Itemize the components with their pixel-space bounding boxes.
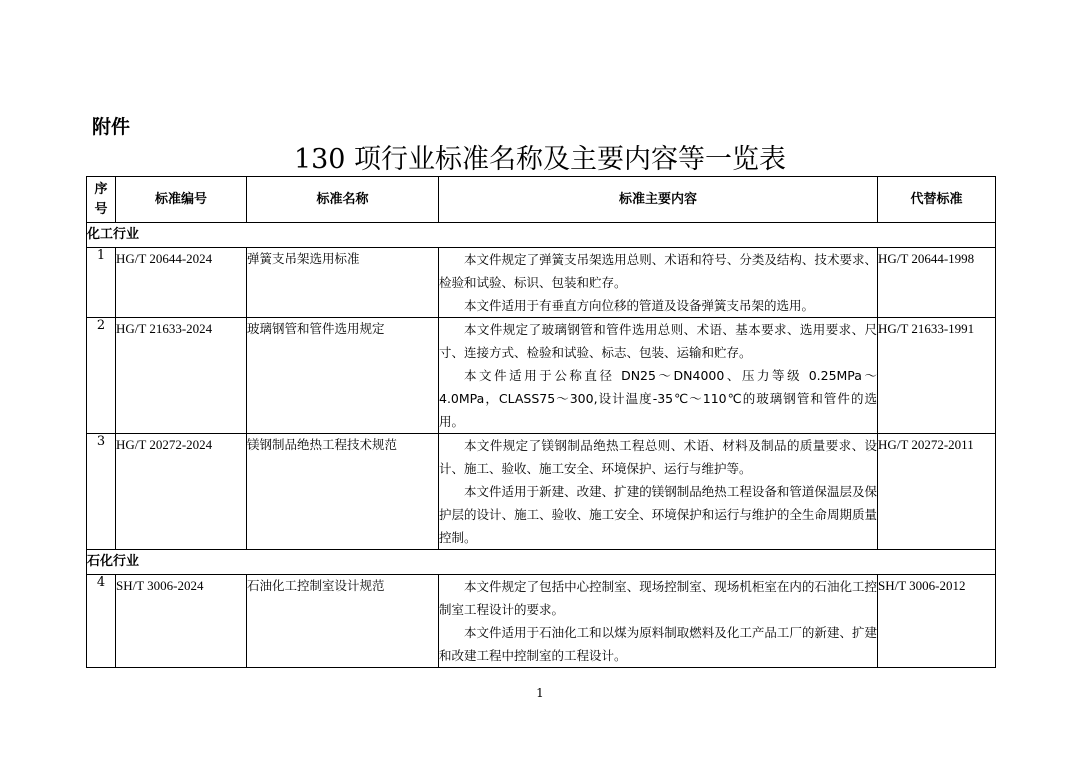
row-seq: 2	[87, 318, 116, 434]
row-seq: 1	[87, 248, 116, 318]
row-content	[439, 248, 878, 318]
header-content: 标准主要内容	[439, 177, 878, 223]
row-code: HG/T 20644-2024	[116, 248, 247, 318]
standards-table	[86, 176, 996, 668]
row-name: 弹簧支吊架选用标准	[247, 248, 439, 318]
category-label: 石化行业	[87, 550, 996, 575]
header-seq-line1: 序	[94, 181, 108, 197]
header-code: 标准编号	[116, 177, 247, 223]
row-name: 镁钢制品绝热工程技术规范	[247, 434, 439, 550]
content-paragraph: 本文件规定了弹簧支吊架选用总则、术语和符号、分类及结构、技术要求、检验和试验、标识、包装和贮存。	[439, 252, 877, 290]
table-row	[87, 434, 996, 550]
content-paragraph: 本文件适用于有垂直方向位移的管道及设备弹簧支吊架的选用。	[464, 298, 815, 313]
page-title: 130 项行业标准名称及主要内容等一览表	[293, 144, 787, 175]
category-row	[87, 223, 996, 248]
content-paragraph: 本文件规定了镁钢制品绝热工程总则、术语、材料及制品的质量要求、设计、施工、验收、施工安全、环境保护、运行与维护等。	[439, 438, 877, 476]
row-name: 玻璃钢管和管件选用规定	[247, 318, 439, 434]
row-name: 石油化工控制室设计规范	[247, 575, 439, 668]
table-row	[87, 318, 996, 434]
row-replaces: HG/T 20272-2011	[878, 434, 996, 550]
row-content	[439, 318, 878, 434]
content-paragraph: 本文件适用于石油化工和以煤为原料制取燃料及化工产品工厂的新建、扩建和改建工程中控制室的工程设计。	[439, 625, 877, 663]
header-seq-line2: 号	[94, 201, 108, 217]
header-replaces: 代替标准	[878, 177, 996, 223]
table-header-row	[87, 177, 996, 223]
row-replaces: HG/T 21633-1991	[878, 318, 996, 434]
content-paragraph: 本文件规定了包括中心控制室、现场控制室、现场机柜室在内的石油化工控制室工程设计的要求。	[439, 579, 877, 617]
row-code: SH/T 3006-2024	[116, 575, 247, 668]
row-code: HG/T 20272-2024	[116, 434, 247, 550]
category-row	[87, 550, 996, 575]
row-seq: 4	[87, 575, 116, 668]
content-paragraph: 本文件适用于新建、改建、扩建的镁钢制品绝热工程设备和管道保温层及保护层的设计、施工、验收、施工安全、环境保护和运行与维护的全生命周期质量控制。	[439, 484, 877, 545]
category-label: 化工行业	[87, 223, 996, 248]
page-number: 1	[536, 686, 544, 700]
row-replaces: HG/T 20644-1998	[878, 248, 996, 318]
content-paragraph: 本文件规定了玻璃钢管和管件选用总则、术语、基本要求、选用要求、尺寸、连接方式、检验和试验、标志、包装、运输和贮存。	[439, 322, 877, 360]
row-content	[439, 575, 878, 668]
row-replaces: SH/T 3006-2012	[878, 575, 996, 668]
header-name: 标准名称	[247, 177, 439, 223]
attachment-label: 附件	[92, 116, 131, 138]
table-row	[87, 575, 996, 668]
content-paragraph: 本文件适用于公称直径 DN25～DN4000、压力等级 0.25MPa～4.0MPa，CLASS75～300,设计温度-35℃～110℃的玻璃钢管和管件的选用。	[439, 368, 877, 429]
row-seq: 3	[87, 434, 116, 550]
row-code: HG/T 21633-2024	[116, 318, 247, 434]
table-row	[87, 248, 996, 318]
row-content	[439, 434, 878, 550]
header-seq	[87, 177, 116, 223]
